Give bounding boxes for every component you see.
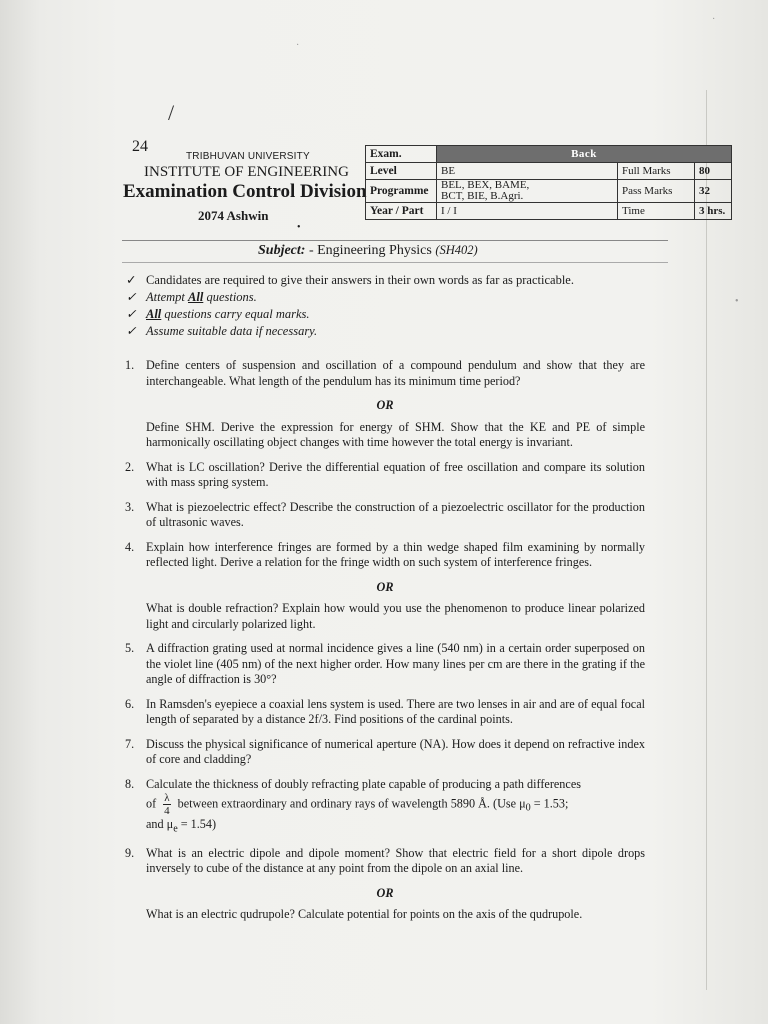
check-icon: ✓	[126, 290, 137, 304]
question-5: 5. A diffraction grating used at normal incidence gives a line (540 nm) in a certain order superposed on the violet line (405 nm) of the next higher order. How many lines per cm are there in the grating if the angle of diffraction is 30°?	[125, 641, 645, 686]
exam-label: Exam.	[366, 146, 437, 163]
programme-line-1: BEL, BEX, BAME,	[441, 179, 530, 191]
question-1-alternative: Define SHM. Derive the expression for energy of SHM. Show that the KE and PE of simple harmonically oscillating object changes with time however the total energy is invariant.	[146, 419, 645, 449]
question-9: 9. What is an electric dipole and dipole moment? Show that electric field for a short dipole drops inversely to cube of the distance at any point from the dipole on an axial line.	[125, 845, 645, 876]
time-label: Time	[618, 203, 695, 220]
subject-name: Engineering Physics	[317, 243, 432, 258]
programme-label: Programme	[366, 180, 437, 203]
page-mark: 24	[132, 138, 148, 155]
subject-line	[258, 243, 478, 259]
table-row	[366, 180, 732, 203]
scan-speck: ·	[712, 14, 716, 25]
subject-dash: -	[305, 243, 318, 258]
or-separator: OR	[376, 398, 394, 412]
pen-mark: /	[168, 100, 175, 125]
check-icon: ✓	[126, 273, 137, 287]
divider	[122, 240, 668, 241]
lambda-over-4-fraction: $\frac{\lambda}{4}$	[164, 792, 170, 817]
check-icon: ✓	[126, 324, 137, 338]
question-6: 6. In Ramsden's eyepiece a coaxial lens system is used. There are two lenses in air and are of equal focal length of separated by a distance 2f/3. Find positions of the cardinal points.	[125, 696, 645, 726]
exam-session: 2074 Ashwin	[198, 208, 269, 223]
pass-marks-value: 32	[695, 180, 732, 203]
table-row	[366, 146, 732, 163]
instruction-item: ✓ All questions carry equal marks.	[126, 307, 310, 321]
question-7: 7. Discuss the physical significance of numerical aperture (NA). How does it depend on refractive index of core and cladding?	[125, 736, 645, 766]
pass-marks-label: Pass Marks	[618, 180, 695, 203]
question-8: 8. Calculate the thickness of doubly refracting plate capable of producing a path differences of $\frac{\lambda}{4}$ between extraordinary and ordinary rays of wavelength 5890 Å. (Use $\mu_0 = 1.53$; and $\mu_e = 1.54$)	[125, 776, 581, 835]
scan-edge-line	[706, 90, 707, 990]
full-marks-label: Full Marks	[618, 163, 695, 180]
subject-code: (SH402)	[435, 243, 478, 257]
question-2: 2. What is LC oscillation? Derive the differential equation of free oscillation and compare its solution with mass spring system.	[125, 459, 645, 489]
or-separator: OR	[376, 579, 394, 594]
table-row	[366, 163, 732, 180]
or-separator: OR	[376, 885, 394, 900]
question-list	[125, 358, 645, 932]
divider	[122, 262, 668, 263]
question-4: 4. Explain how interference fringes are formed by a thin wedge shaped film examining by normally reflected light. Derive a relation for the fringe width on such system of interference fringes.	[125, 539, 645, 569]
scan-speck: •	[297, 222, 301, 233]
institute-name: INSTITUTE OF ENGINEERING	[144, 164, 349, 180]
year-part-value: I / I	[437, 203, 618, 220]
full-marks-value: 80	[695, 163, 732, 180]
subject-label: Subject:	[258, 243, 306, 258]
time-value: 3 hrs.	[695, 203, 732, 220]
level-value: BE	[437, 163, 618, 180]
year-part-label: Year / Part	[366, 203, 437, 220]
university-name: TRIBHUVAN UNIVERSITY	[186, 151, 310, 162]
exam-info-table	[365, 145, 732, 220]
programme-value	[437, 180, 618, 203]
instruction-item: ✓ Assume suitable data if necessary.	[126, 324, 318, 338]
division-name: Examination Control Division	[123, 181, 367, 202]
level-label: Level	[366, 163, 437, 180]
table-row	[366, 203, 732, 220]
question-3: 3. What is piezoelectric effect? Describe the construction of a piezoelectric oscillator for the production of ultrasonic waves.	[125, 499, 645, 529]
question-9-alternative: What is an electric qudrupole? Calculate potential for points on the axis of the qudrupole.	[146, 907, 583, 922]
exam-value: Back	[437, 146, 732, 163]
scan-speck: •	[735, 296, 739, 307]
question-4-alternative: What is double refraction? Explain how would you use the phenomenon to produce linear polarized light and circularly polarized light.	[146, 601, 645, 631]
question-1: 1. Define centers of suspension and oscillation of a compound pendulum and show that they are interchangeable. What length of the pendulum has its minimum time period?	[125, 358, 645, 388]
instruction-item: ✓ Candidates are required to give their answers in their own words as far as practicable.	[126, 273, 574, 287]
instructions	[126, 272, 646, 340]
check-icon: ✓	[126, 307, 137, 321]
scan-speck: ·	[296, 40, 300, 51]
programme-line-2: BCT, BIE, B.Agri.	[441, 190, 524, 202]
instruction-item: ✓ Attempt All questions.	[126, 290, 257, 304]
